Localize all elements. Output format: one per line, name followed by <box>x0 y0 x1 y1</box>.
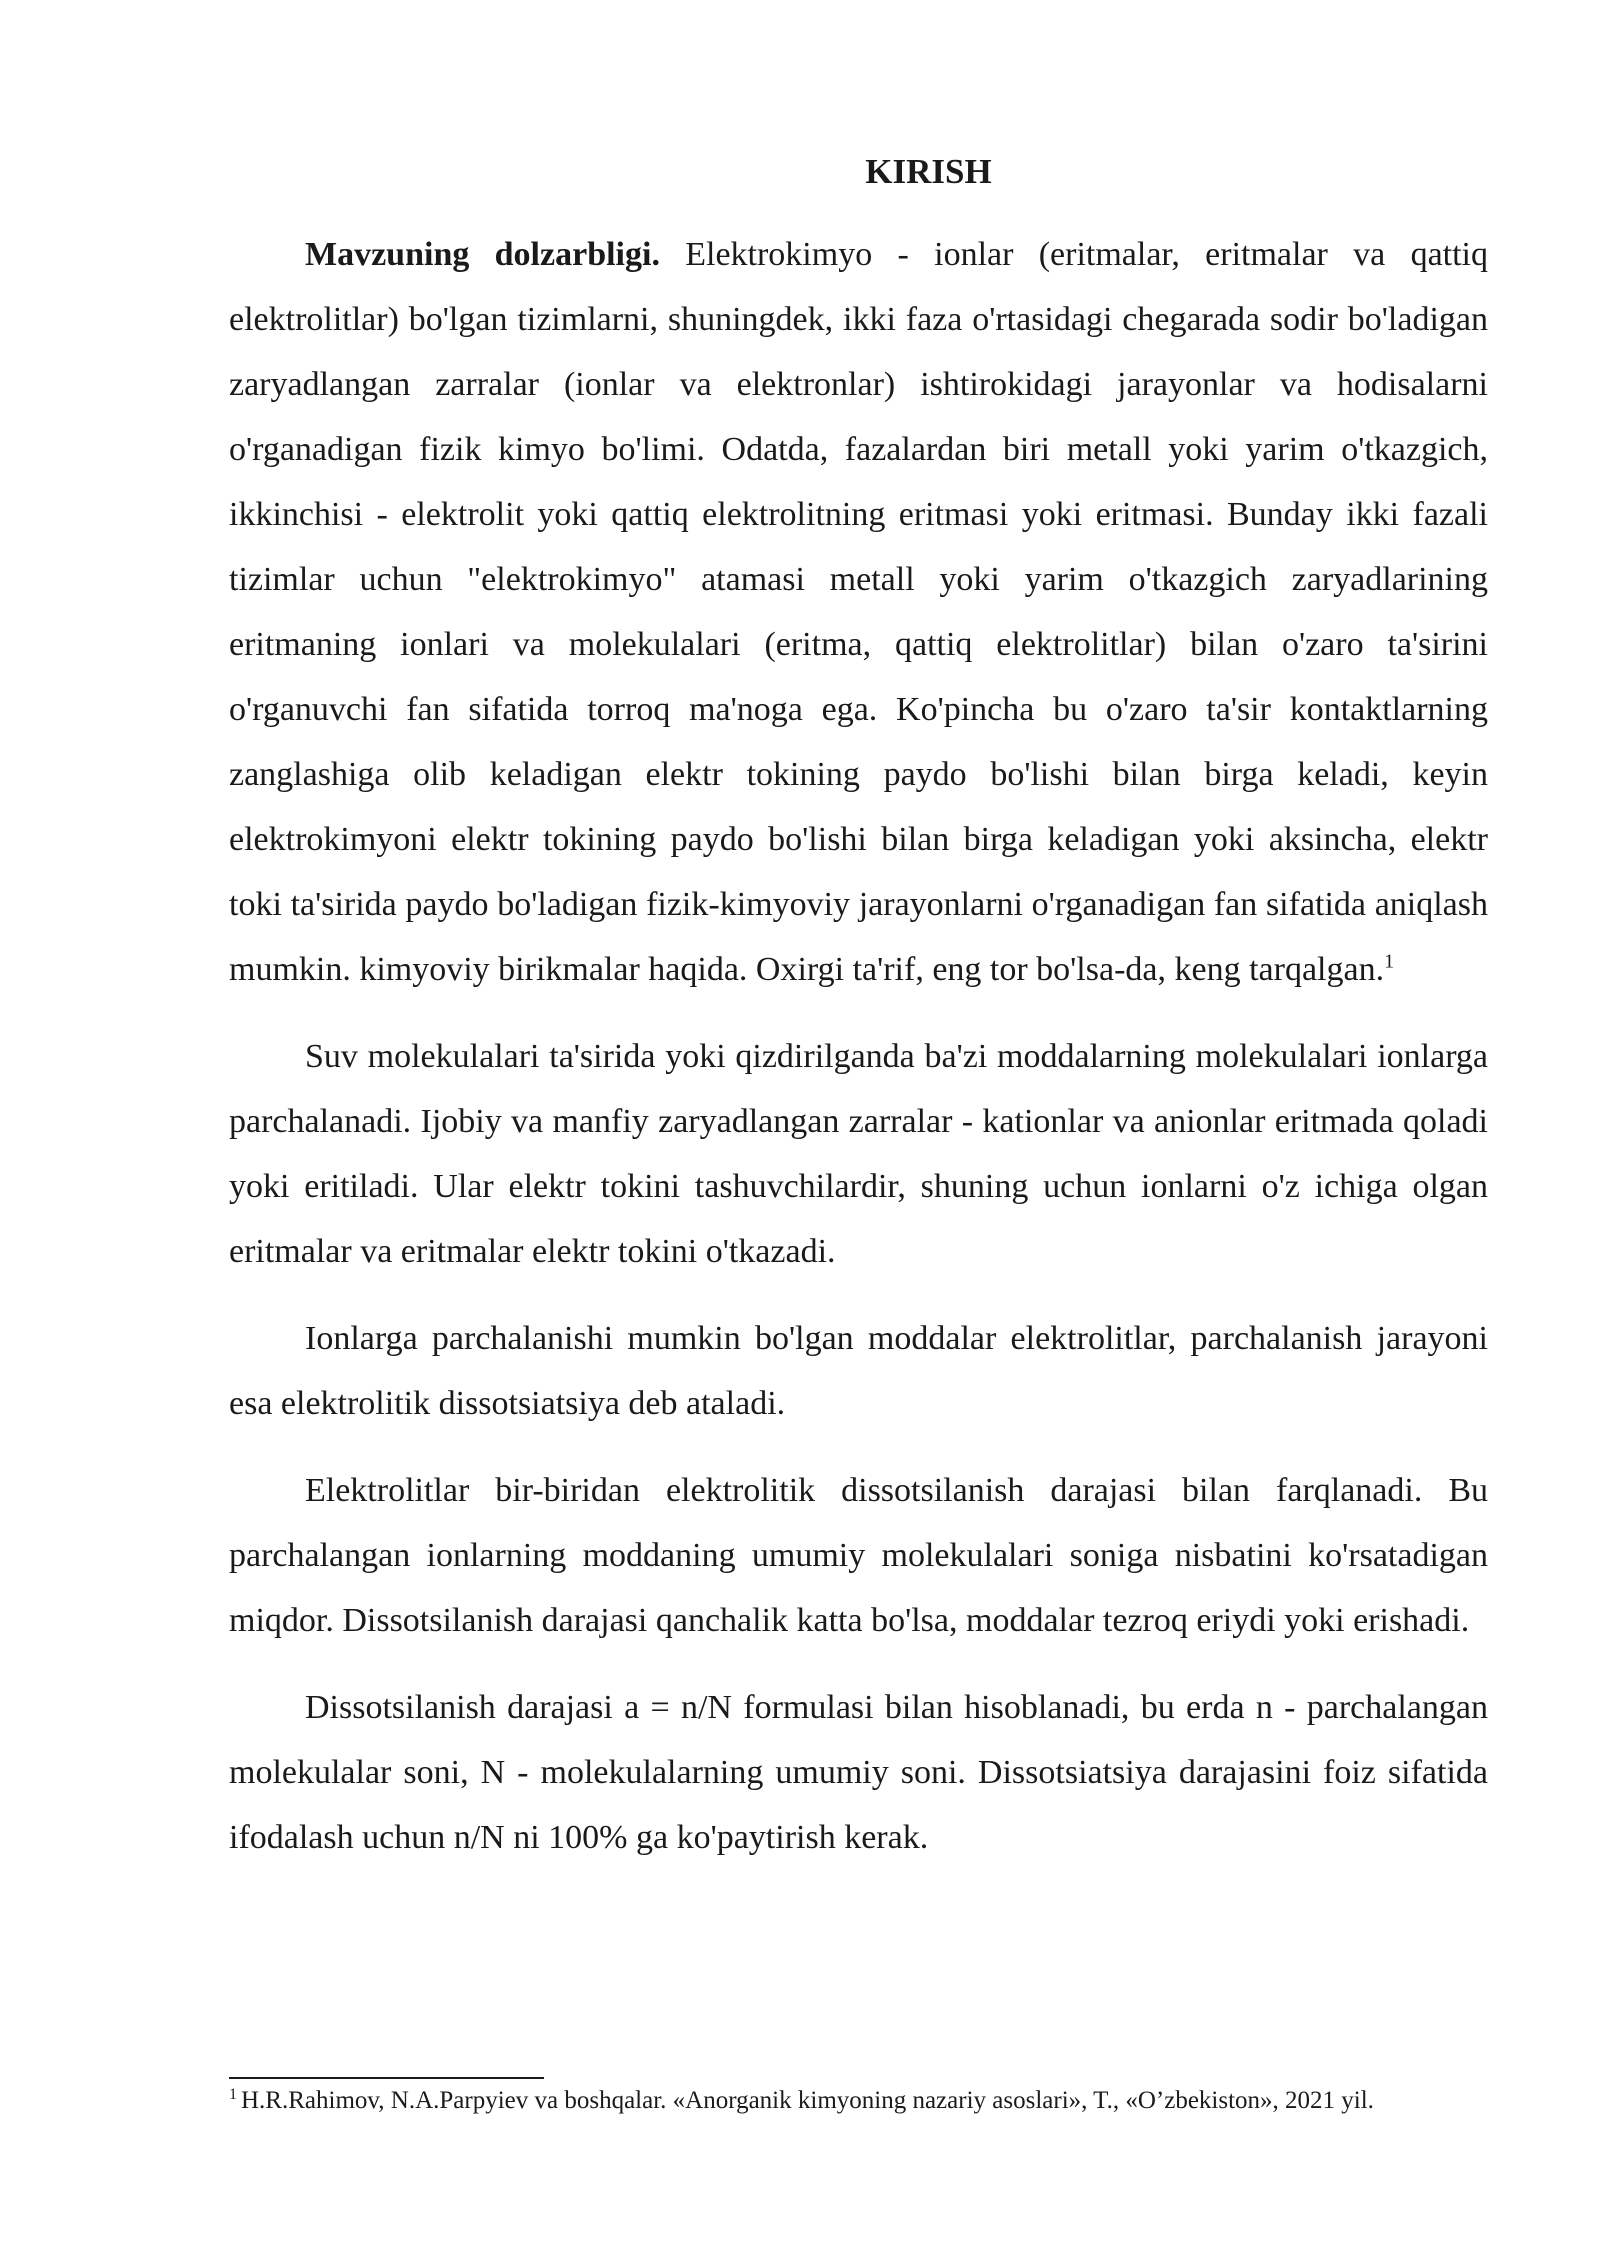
footnote-number: 1 <box>229 2085 237 2103</box>
paragraph-electrolytes: Ionlarga parchalanishi mumkin bo'lgan moddalar elektrolitlar, parchalanish jarayoni esa elektrolitik dissotsiatsiya deb ataladi. <box>229 1320 1488 1422</box>
paragraph-ions: Suv molekulalari ta'sirida yoki qizdirilganda ba'zi moddalarning molekulalari ionlarga parchalanadi. Ijobiy va manfiy zaryadlangan zarralar - kationlar va anionlar eritmada qoladi yoki eritiladi. Ular elektr tokini tashuvchilardir, shuning uchun ionlarni o'z ichiga olgan eritmalar va eritmalar elektr tokini o'tkazadi. <box>229 1038 1488 1270</box>
page-title: KIRISH <box>865 152 992 191</box>
paragraph-text: Elektrokimyo - ionlar (eritmalar, eritmalar va qattiq elektrolitlar) bo'lgan tizimlarni, shuningdek, ikki faza o'rtasidagi chegarada sodir bo'ladigan zaryadlangan zarralar (ionlar va elektronlar) ishtirokidagi jarayonlar va hodisalarni o'rganadigan fizik kimyo bo'limi. Odatda, fazalardan biri metall yoki yarim o'tkazgich, ikkinchisi - elektrolit yoki qattiq elektrolitning eritmasi yoki eritmasi. Bunday ikki fazali tizimlar uchun "elektrokimyo" atamasi metall yoki yarim o'tkazgich zaryadlarining eritmaning ionlari va molekulalari (eritma, qattiq elektrolitlar) bilan o'zaro ta'sirini o'rganuvchi fan sifatida torroq ma'noga ega. Ko'pincha bu o'zaro ta'sir kontaktlarning zanglashiga olib keladigan elektr tokining paydo bo'lishi bilan birga keladi, keyin elektrokimyoni elektr tokining paydo bo'lishi bilan birga keladigan yoki aksincha, elektr toki ta'sirida paydo bo'ladigan fizik-kimyoviy jarayonlarni o'rganadigan fan sifatida aniqlash mumkin. kimyoviy birikmalar haqida. Oxirgi ta'rif, eng tor bo'lsa-da, keng tarqalgan. <box>229 236 1488 988</box>
paragraph-relevance <box>229 222 1488 1002</box>
footnote-separator <box>229 2077 544 2079</box>
footnote-text: H.R.Rahimov, N.A.Parpyiev va boshqalar. «Anorganik kimyoning nazariy asoslari», T., «O’zbekiston», 2021 yil. <box>241 2087 1374 2114</box>
footnote <box>229 2084 1488 2118</box>
paragraph-lead-heading: Mavzuning dolzarbligi. <box>305 236 660 273</box>
footnote-reference[interactable]: 1 <box>1384 950 1395 973</box>
paragraph-formula: Dissotsilanish darajasi a = n/N formulasi bilan hisoblanadi, bu erda n - parchalangan molekulalar soni, N - molekulalarning umumiy soni. Dissotsiatsiya darajasini foiz sifatida ifodalash uchun n/N ni 100% ga ko'paytirish kerak. <box>229 1689 1488 1856</box>
paragraph-dissociation-degree: Elektrolitlar bir-biridan elektrolitik dissotsilanish darajasi bilan farqlanadi. Bu parchalangan ionlarning moddaning umumiy molekulalari soniga nisbatini ko'rsatadigan miqdor. Dissotsilanish darajasi qanchalik katta bo'lsa, moddalar tezroq eriydi yoki erishadi. <box>229 1472 1488 1639</box>
